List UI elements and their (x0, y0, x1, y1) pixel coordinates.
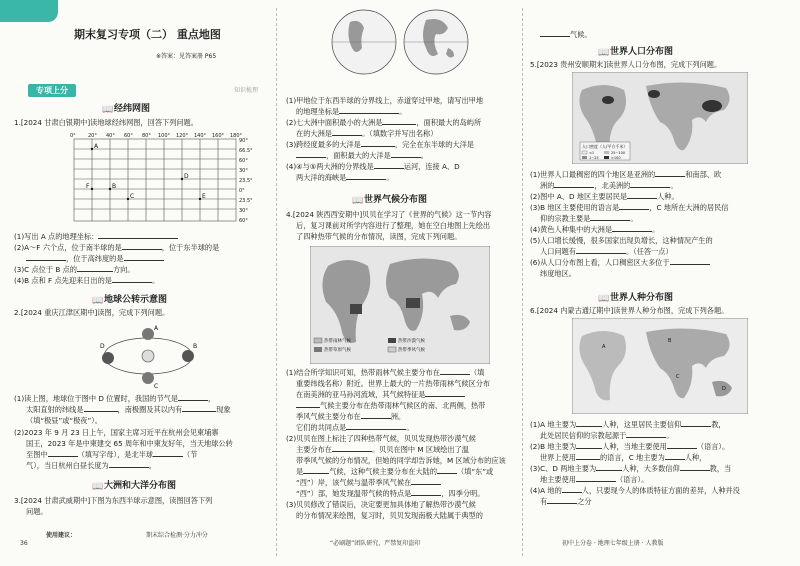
svg-text:120°: 120° (176, 133, 189, 139)
svg-text:B: B (668, 338, 672, 344)
svg-text:140°: 140° (194, 133, 207, 139)
svg-text:20°: 20° (88, 133, 97, 139)
q1-sub4: (4)B 点和 F 点先迎来日出的是 。 (14, 276, 160, 285)
q4-sub1f: 它们的共同点是 。 (296, 423, 414, 432)
q5-sub3: (3)B 地区主要使用的语言是 ，C 地所在大洲的居民信 (530, 203, 729, 212)
column-middle (280, 0, 520, 566)
q6-stem: 6.[2024 内蒙古通辽期中]读世界人种分布图，完成下列各题。 (530, 306, 729, 315)
svg-text:F: F (86, 183, 90, 190)
svg-text:E: E (202, 193, 206, 200)
q6-sub2b: 世界上使用 的语言，C 地主要为 人种， (540, 453, 707, 462)
svg-text:23.5°: 23.5° (239, 178, 253, 184)
q4-stem: 4.[2024 陕西西安期中]贝贝在学习了《世界的气候》这一节内容 (286, 210, 492, 219)
svg-text:>100: >100 (611, 156, 621, 160)
section-heading-continents: 📖大洲和大洋分布图 (92, 481, 177, 492)
svg-text:C: C (130, 193, 135, 200)
q4-sub3b: 的分布情况来绘图，复习时，贝贝发现南极大陆属于典型的 (296, 511, 483, 520)
q3-sub4b: 两大洋的海峡是 。 (296, 173, 394, 182)
page-number: 36 (20, 540, 28, 547)
footer-right: 初中上分卷 · 地理七年级上册 · 人教版 (562, 540, 664, 547)
q4-sub1d: 气候主要分布在热带雨林气候区的南、北两侧，热带 (296, 401, 485, 411)
q2-sub1c: （填“极昼”或“极夜”）。 (26, 416, 102, 425)
column-divider (522, 8, 523, 556)
svg-text:D: D (100, 343, 105, 350)
svg-text:0°: 0° (70, 133, 76, 139)
q6-sub4b: 有 之分 (540, 497, 592, 506)
q1-sub1: (1)写出 A 点的地理坐标： (14, 232, 178, 242)
section-heading-graticule: 📖经纬网图 (102, 104, 151, 115)
q1-stem: 1.[2024 甘肃白银期中]读地球经纬网图，回答下列问题。 (14, 118, 198, 127)
q2-sub1: (1)读上图，地球位于图中 D 位置时，我国的节气是 ， (14, 394, 216, 403)
legend-title: 人口密度（人/平方千米） (582, 144, 628, 149)
svg-text:<1: <1 (589, 151, 595, 155)
legend-desert: 热带沙漠气候 (398, 339, 425, 344)
book-icon: 📖 (598, 48, 610, 58)
legend-monsoon: 热带季风气候 (398, 348, 425, 353)
orbit-diagram (98, 322, 198, 390)
q6-sub3: (3)C、D 两地主要为 人种，大多数信仰 教，当 (530, 464, 732, 473)
stamp: 知识梳理 (234, 87, 259, 94)
footer-mid: “必刷题”团队研究，严禁复印盗印 (330, 540, 421, 547)
q2-sub2c: 至图中 （填写字母），是北半球 （节 (26, 450, 198, 459)
svg-text:D: D (184, 173, 189, 180)
q4-stem3: 了四种热带气候的分布情况，读图，完成下列问题。 (296, 232, 462, 241)
svg-text:60°: 60° (239, 158, 248, 164)
q4-stem2: 后，复习课前对所学内容进行了整理，她在空白地图上先绘出 (296, 221, 491, 230)
q4-sub2f: “西”）部，她发现温带气候的特点是 ，四季分明。 (296, 489, 485, 498)
svg-text:0°: 0° (239, 188, 245, 194)
q3-sub2b: 在的大洲是 。（填数字并写出名称） (296, 129, 438, 138)
q2-sub2b: 国王，2023 年是中柬建交 65 周年和中柬友好年，当天地球公转 (26, 439, 233, 448)
q4-sub1: (1)结合所学知识可知，热带雨林气候主要分布在 （填 (286, 368, 485, 377)
q6-sub4: (4)A 地的 人，只要现今人的体质特征方面的差异，人种并没 (530, 486, 740, 495)
q5-sub4: (4)黄色人种集中的大洲是 。 (530, 225, 660, 234)
svg-text:90°: 90° (239, 138, 248, 144)
legend-savanna: 热带草原气候 (324, 348, 351, 353)
q5-sub5b: 人口问题有 。（任答一点） (540, 247, 673, 256)
q5-sub1: (1)世界人口最稠密的四个地区是亚洲的 和南部、欧 (530, 170, 722, 179)
q2-sub2d: 气），当日杭州白昼长度为 。 (26, 461, 156, 470)
svg-text:A: A (94, 143, 99, 150)
section-heading-orbit: 📖地球公转示意图 (92, 295, 168, 306)
q2-stem: 2.[2024 重庆江津区期中]读图，完成下列问题。 (14, 308, 170, 317)
section-badge: 专项上分 (28, 84, 76, 97)
svg-text:C: C (154, 383, 159, 390)
column-right (526, 0, 794, 566)
answer-ref: ※答案：见答案册 P65 (156, 53, 217, 60)
q5-sub6b: 纬度地区。 (540, 269, 576, 278)
q2-sub2: (2)2023 年 9 月 23 日上午，国家主席习近平在杭州会见柬埔寨 (14, 428, 219, 437)
q4-sub2b: 主要分布在 。贝贝在图中 M 区域绘出了温 (296, 445, 469, 454)
q1-sub3: (3)C 点位于 B 点的 方向。 (14, 265, 135, 274)
svg-text:80°: 80° (142, 133, 151, 139)
q5-sub1b: 洲的 ，北美洲的 。 (540, 181, 678, 190)
q3-sub2: (2)七大洲中面积最小的大洲是 ，面积最大的岛屿所 (286, 118, 482, 127)
q4-sub1e: 季风气候主要分布在 洲。 (296, 412, 406, 421)
q3-stem: 3.[2024 甘肃武威期中]下图为东西半球示意图，读图回答下列 (14, 496, 213, 505)
section-heading-population: 📖世界人口分布图 (598, 47, 674, 58)
footer-use: 使用建议： (46, 532, 77, 539)
svg-text:D: D (722, 386, 726, 392)
book-icon: 📖 (352, 196, 364, 206)
svg-text:25~100: 25~100 (611, 151, 626, 155)
book-icon: 📖 (598, 294, 610, 304)
column-divider (276, 8, 277, 556)
svg-text:A: A (154, 325, 159, 332)
graticule-grid (56, 131, 256, 229)
population-map (572, 72, 748, 164)
svg-text:23.5°: 23.5° (239, 198, 253, 204)
svg-text:30°: 30° (239, 168, 248, 174)
q4-sub3: (3)贝贝修改了错误后，决定要更加具体地了解热带沙漠气候 (286, 500, 476, 509)
q1-sub2: (2)A～F 六个点，位于南半球的是 ，位于东半球的是 (14, 243, 220, 252)
q6-sub1b: 此处居民信仰的宗教起源于 。 (540, 431, 674, 440)
svg-text:66.5°: 66.5° (239, 148, 253, 154)
q1-sub2b: ，位于高纬度的是 (26, 254, 164, 264)
q3-sub3b: ，面积最大的大洋是 。 (296, 151, 428, 161)
svg-text:C: C (676, 374, 680, 380)
svg-text:B: B (193, 343, 198, 350)
q4-sub1b: 重要纬线名称）附近。世界上最大的一片热带雨林气候区分布 (296, 379, 491, 388)
q3-sub4: (4)④与⑤两大洲的分界线是 运河，连接 A、D (286, 162, 460, 171)
q5-sub2: (2)图中 A、D 地区主要居民是 人种。 (530, 192, 679, 201)
section-heading-climate: 📖世界气候分布图 (352, 195, 428, 206)
q3-sub3: (3)跨经度最多的大洋是 ，完全在东半球的大洋是 (286, 140, 474, 149)
section-heading-race: 📖世界人种分布图 (598, 293, 674, 304)
q5-sub3b: 仰的宗教主要是 。 (540, 214, 638, 223)
svg-text:60°: 60° (124, 133, 133, 139)
q3-sub1: (1)甲地位于东西半球的分界线上，赤道穿过甲地，请写出甲地 (286, 96, 484, 105)
q4-sub2d: 是 气候，这种气候主要分布在大陆的 （填“东”或 (296, 467, 494, 476)
column-left (6, 0, 274, 566)
q6-sub3b: 地主要使用 （语言）。 (540, 475, 649, 484)
svg-text:1~25: 1~25 (589, 156, 599, 160)
q5-sub6: (6)从人口分布图上看，人口稠密区大多位于 (530, 258, 710, 268)
svg-text:A: A (602, 344, 606, 350)
q4-cont: 气候。 (540, 30, 592, 40)
q6-sub2: (2)B 地主要为 人种，当地主要使用 （语言）。 (530, 442, 730, 451)
svg-text:60°: 60° (239, 218, 248, 224)
svg-text:100°: 100° (158, 133, 171, 139)
q4-sub2: (2)贝贝在图上标注了四种热带气候，贝贝发现热带沙漠气候 (286, 434, 476, 443)
race-map (572, 318, 748, 414)
climate-map (310, 246, 490, 364)
svg-text:30°: 30° (239, 208, 248, 214)
q5-sub5: (5)人口增长缓慢，很多国家出现负增长，这种情况产生的 (530, 236, 713, 245)
legend-rainforest: 热带雨林气候 (324, 339, 351, 344)
q4-sub2c: 带季风气候的分布情况，但她的同学却告诉她，M 区域分布的应该 (296, 456, 506, 465)
hemispheres-map (330, 8, 470, 78)
q3-sub1b: 的地理坐标是 。 (296, 107, 407, 116)
svg-text:180°: 180° (230, 133, 243, 139)
svg-text:B: B (112, 183, 117, 190)
page-title: 期末复习专项（二） 重点地图 (74, 28, 221, 41)
q5-stem: 5.[2023 贵州安顺期末]读世界人口分布图，完成下列问题。 (530, 60, 722, 69)
book-icon: 📖 (92, 482, 104, 492)
q6-sub1: (1)A 地主要为 人种，这里居民主要信仰 教， (530, 420, 726, 429)
svg-text:160°: 160° (212, 133, 225, 139)
book-icon: 📖 (102, 105, 114, 115)
q4-sub1c: 在南美洲的亚马孙河流域，其气候特征是 (296, 390, 465, 400)
svg-text:40°: 40° (106, 133, 115, 139)
q3-stem2: 问题。 (26, 507, 48, 516)
footer-tip: 期末综合检测·分力冲分 (146, 532, 208, 539)
book-icon: 📖 (92, 296, 104, 306)
q2-sub1b: 太阳直射的纬线是 ，南极圈及其以内有 现象 (26, 405, 231, 414)
q4-sub2e: “西”）岸，该气候与温带季风气候在 (296, 478, 441, 488)
